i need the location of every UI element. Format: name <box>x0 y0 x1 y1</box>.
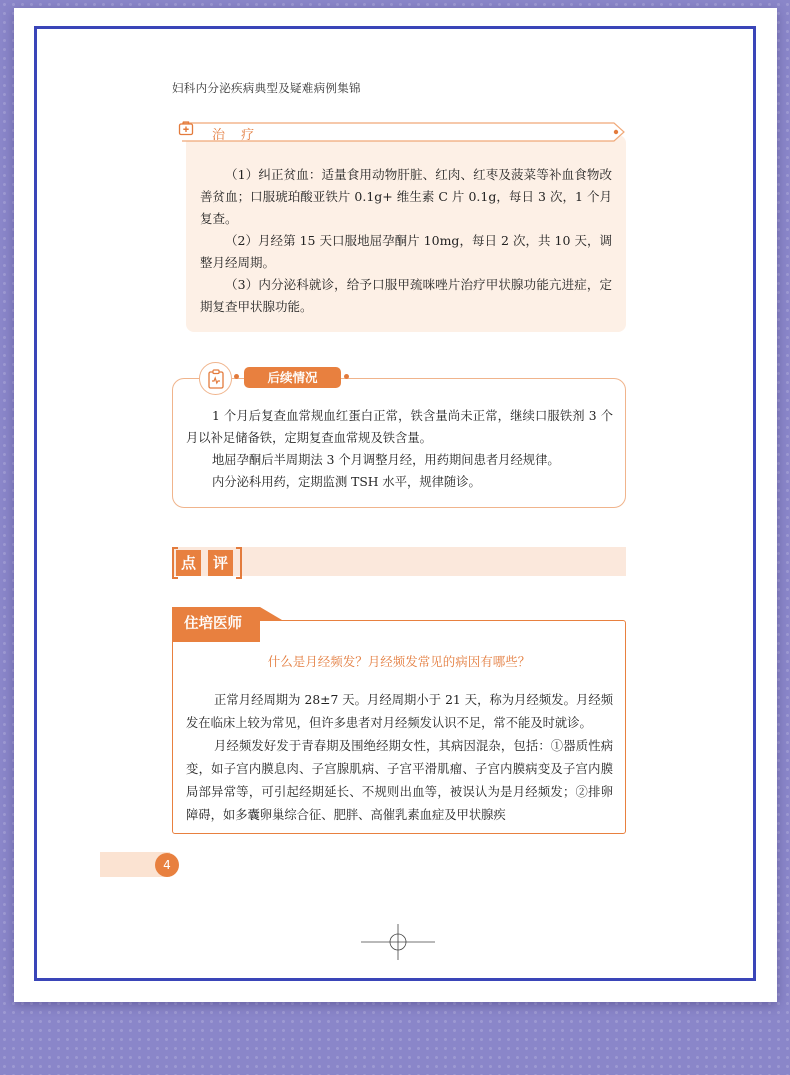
treatment-item: （1）纠正贫血：适量食用动物肝脏、红肉、红枣及菠菜等补血食物改善贫血；口服琥珀酸亚铁片 0.1g+ 维生素 C 片 0.1g，每日 3 次，1 个月复查。 <box>200 167 612 226</box>
treatment-header <box>178 120 626 144</box>
treatment-text <box>200 164 612 318</box>
follow-up-icon-ring <box>199 362 232 395</box>
follow-up-paragraph: 1 个月后复查血常规血红蛋白正常，铁含量尚未正常，继续口服铁剂 3 个月以补足储备铁，定期复查血常规及铁含量。 <box>186 409 613 445</box>
resident-paragraph: 正常月经周期为 28±7 天。月经周期小于 21 天，称为月经频发。月经频发在临床上较为常见，但许多患者对月经频发认识不足，常不能及时就诊。 <box>186 693 613 730</box>
clipboard-heart-icon <box>207 369 225 389</box>
resident-question: 什么是月经频发？月经频发常见的病因有哪些？ <box>267 654 531 669</box>
running-head: 妇科内分泌疾病典型及疑难病例集锦 <box>172 81 361 95</box>
follow-up-title: 后续情况 <box>244 367 341 388</box>
page-number: 4 <box>155 853 179 877</box>
treatment-item: （2）月经第 15 天口服地屈孕酮片 10mg，每日 2 次，共 10 天，调整月经周期。 <box>200 233 612 270</box>
comment-char: 点 <box>176 550 201 576</box>
registration-mark-icon <box>361 924 435 960</box>
resident-paragraph: 月经频发好发于青春期及围绝经期女性，其病因混杂，包括：①器质性病变，如子宫内膜息肉、子宫腺肌病、子宫平滑肌瘤、子宫内膜病变及子宫内膜局部异常等，可引起经期延长、不规则出血等，被误认为是月经频发；②排卵障碍，如多囊卵巢综合征、肥胖、高催乳素血症及甲状腺疾 <box>186 739 613 822</box>
follow-up-text <box>186 405 613 493</box>
treatment-item: （3）内分泌科就诊，给予口服甲巯咪唑片治疗甲状腺功能亢进症，定期复查甲状腺功能。 <box>200 277 612 314</box>
comment-bracket-right <box>236 547 242 579</box>
comment-char: 评 <box>208 550 233 576</box>
resident-text <box>186 689 613 827</box>
follow-up-paragraph: 内分泌科用药，定期监测 TSH 水平，规律随诊。 <box>212 475 481 489</box>
treatment-title: 治 疗 <box>212 128 261 143</box>
resident-tab-label: 住培医师 <box>184 616 242 632</box>
follow-up-dot <box>234 374 239 379</box>
follow-up-paragraph: 地屈孕酮后半周期法 3 个月调整月经，用药期间患者月经规律。 <box>212 453 560 467</box>
follow-up-dot <box>344 374 349 379</box>
medical-kit-icon <box>178 120 194 136</box>
